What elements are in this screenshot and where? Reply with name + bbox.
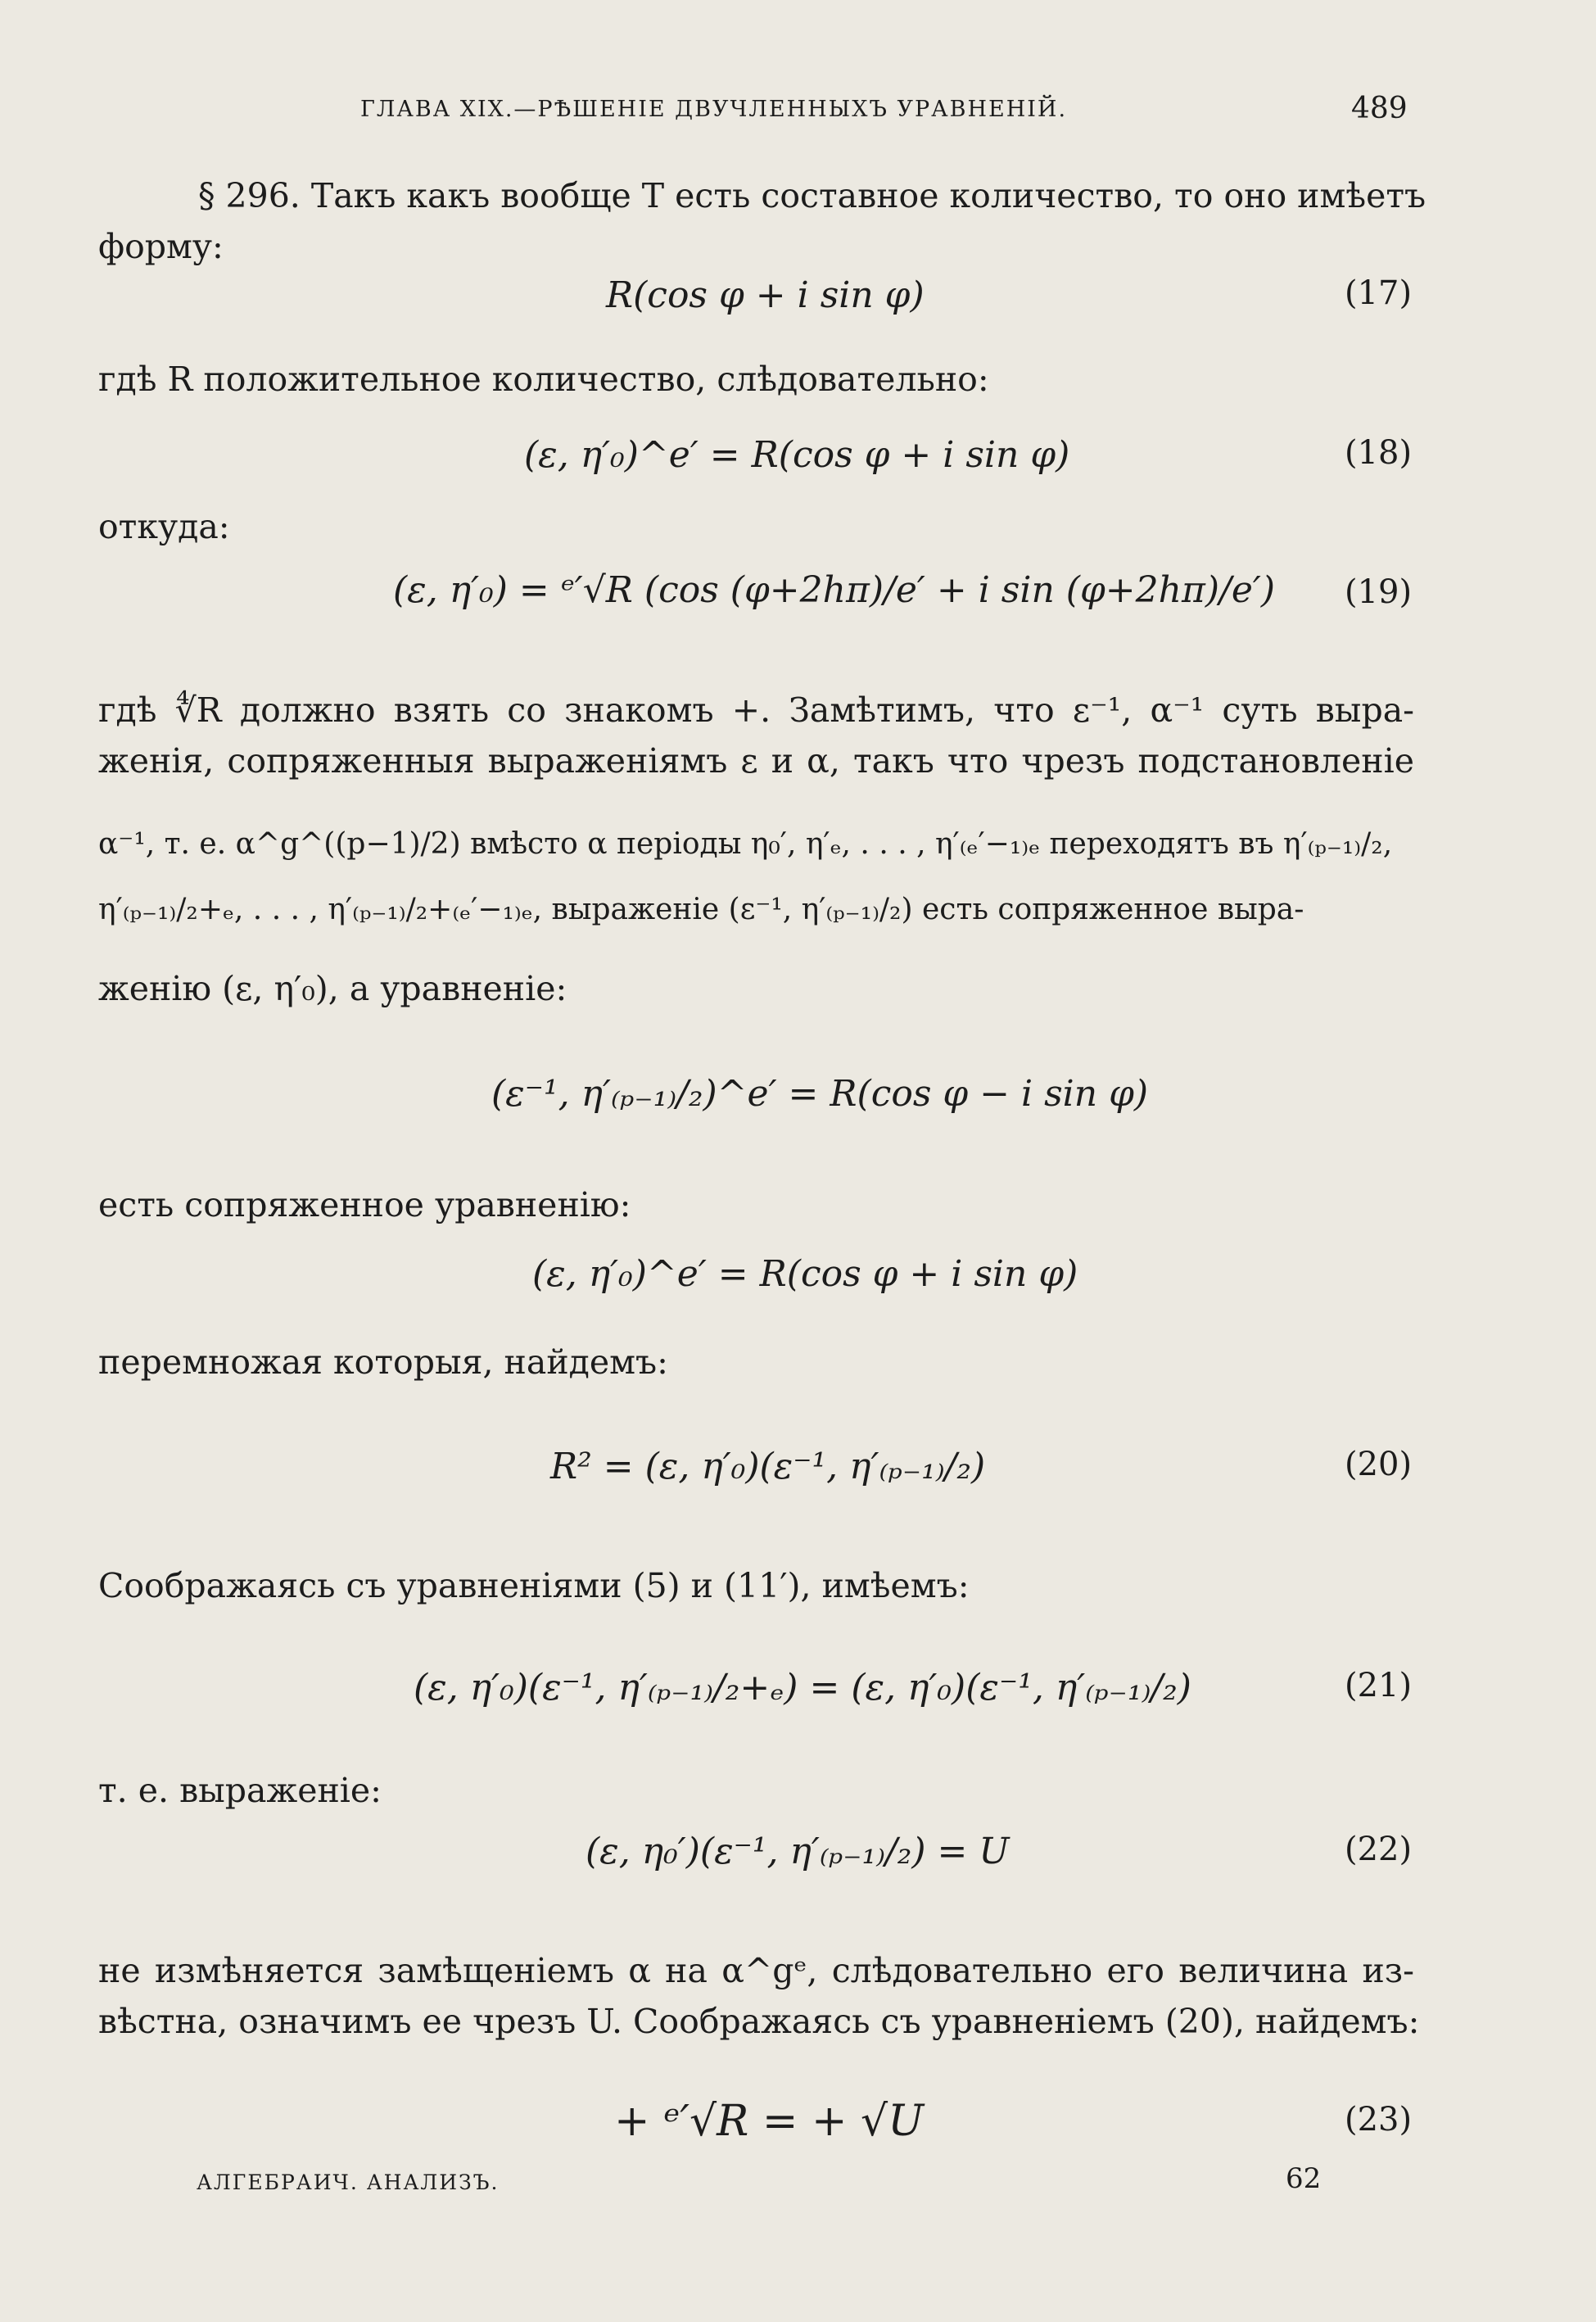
text-line: [98, 1996, 1420, 2047]
equation-19: (ε, η′₀) = ᵉ′√R (cos (φ+2hπ)/e′ + i sin (φ+2hπ)/e′): [393, 569, 1276, 611]
footer-sheet-number: 62: [1286, 2162, 1322, 2195]
text-line: т. е. выраженіе:: [98, 1771, 382, 1810]
equation-number-23: (23): [1345, 2101, 1413, 2139]
equation-number-22: (22): [1345, 1831, 1413, 1868]
footer-book-title: АЛГЕБРАИЧ. АНАЛИЗЪ.: [197, 2170, 500, 2194]
equation-20: R² = (ε, η′₀)(ε⁻¹, η′₍ₚ₋₁₎/₂): [550, 1446, 986, 1487]
equation-number-19: (19): [1345, 573, 1413, 611]
paragraph-text: § 296. Такъ какъ вообще T есть составное количество, то оно имѣетъ: [198, 176, 1426, 215]
paragraph-text: гдѣ ∜R должно взять со знакомъ +. Замѣтимъ, что ε⁻¹, α⁻¹ суть выра-: [98, 690, 1414, 730]
equation-number-20: (20): [1345, 1446, 1413, 1483]
text-line: откуда:: [98, 507, 230, 546]
text-line: [98, 1945, 1414, 1996]
equation-original: (ε, η′₀)^e′ = R(cos φ + i sin φ): [532, 1253, 1078, 1295]
paragraph-296-line-1: [198, 170, 1426, 221]
equation-21: (ε, η′₀)(ε⁻¹, η′₍ₚ₋₁₎/₂+ₑ) = (ε, η′₀)(ε⁻¹, η′₍ₚ₋₁₎/₂): [414, 1667, 1191, 1709]
text-line: [98, 685, 1414, 736]
equation-number-18: (18): [1345, 434, 1413, 472]
text-line: перемножая которыя, найдемъ:: [98, 1342, 668, 1382]
text-line: α⁻¹, т. е. α^g^((p−1)/2) вмѣсто α періоды η₀′, η′ₑ, . . . , η′₍ₑ′−₁₎ₑ переходятъ въ η′₍ₚ₋₁₎/₂,: [98, 827, 1393, 861]
equation-number-21: (21): [1345, 1667, 1413, 1704]
equation-number-17: (17): [1345, 274, 1413, 312]
text-line: есть сопряженное уравненію:: [98, 1185, 631, 1224]
paragraph-text: не измѣняется замѣщеніемъ α на α^gᵉ, слѣдовательно его величина из-: [98, 1951, 1414, 1990]
paragraph-text: вѣстна, означимъ ее чрезъ U. Соображаясь съ уравненіемъ (20), найдемъ:: [98, 2002, 1420, 2041]
equation-conjugate: (ε⁻¹, η′₍ₚ₋₁₎/₂)^e′ = R(cos φ − i sin φ): [491, 1073, 1149, 1115]
text-line: η′₍ₚ₋₁₎/₂+ₑ, . . . , η′₍ₚ₋₁₎/₂+₍ₑ′−₁₎ₑ, выраженіе (ε⁻¹, η′₍ₚ₋₁₎/₂) есть сопряженное выра-: [98, 893, 1304, 926]
running-title: ГЛАВА XIX.—РѢШЕНІЕ ДВУЧЛЕННЫХЪ УРАВНЕНІЙ.: [360, 97, 1068, 122]
paragraph-296-line-2: форму:: [98, 227, 224, 266]
equation-23: + ᵉ′√R = + √U: [614, 2097, 925, 2146]
equation-18: (ε, η′₀)^e′ = R(cos φ + i sin φ): [524, 434, 1070, 476]
text-line: женію (ε, η′₀), а уравненіе:: [98, 969, 567, 1008]
text-line: гдѣ R положительное количество, слѣдовательно:: [98, 360, 989, 399]
paragraph-text: женія, сопряженныя выраженіямъ ε и α, такъ что чрезъ подстановленіе: [98, 741, 1414, 781]
text-line: Соображаясь съ уравненіями (5) и (11′), имѣемъ:: [98, 1566, 970, 1605]
text-line: [98, 736, 1414, 786]
page-number: 489: [1351, 92, 1408, 125]
equation-17: R(cos φ + i sin φ): [606, 274, 925, 316]
equation-22: (ε, η₀′)(ε⁻¹, η′₍ₚ₋₁₎/₂) = U: [586, 1831, 1010, 1872]
